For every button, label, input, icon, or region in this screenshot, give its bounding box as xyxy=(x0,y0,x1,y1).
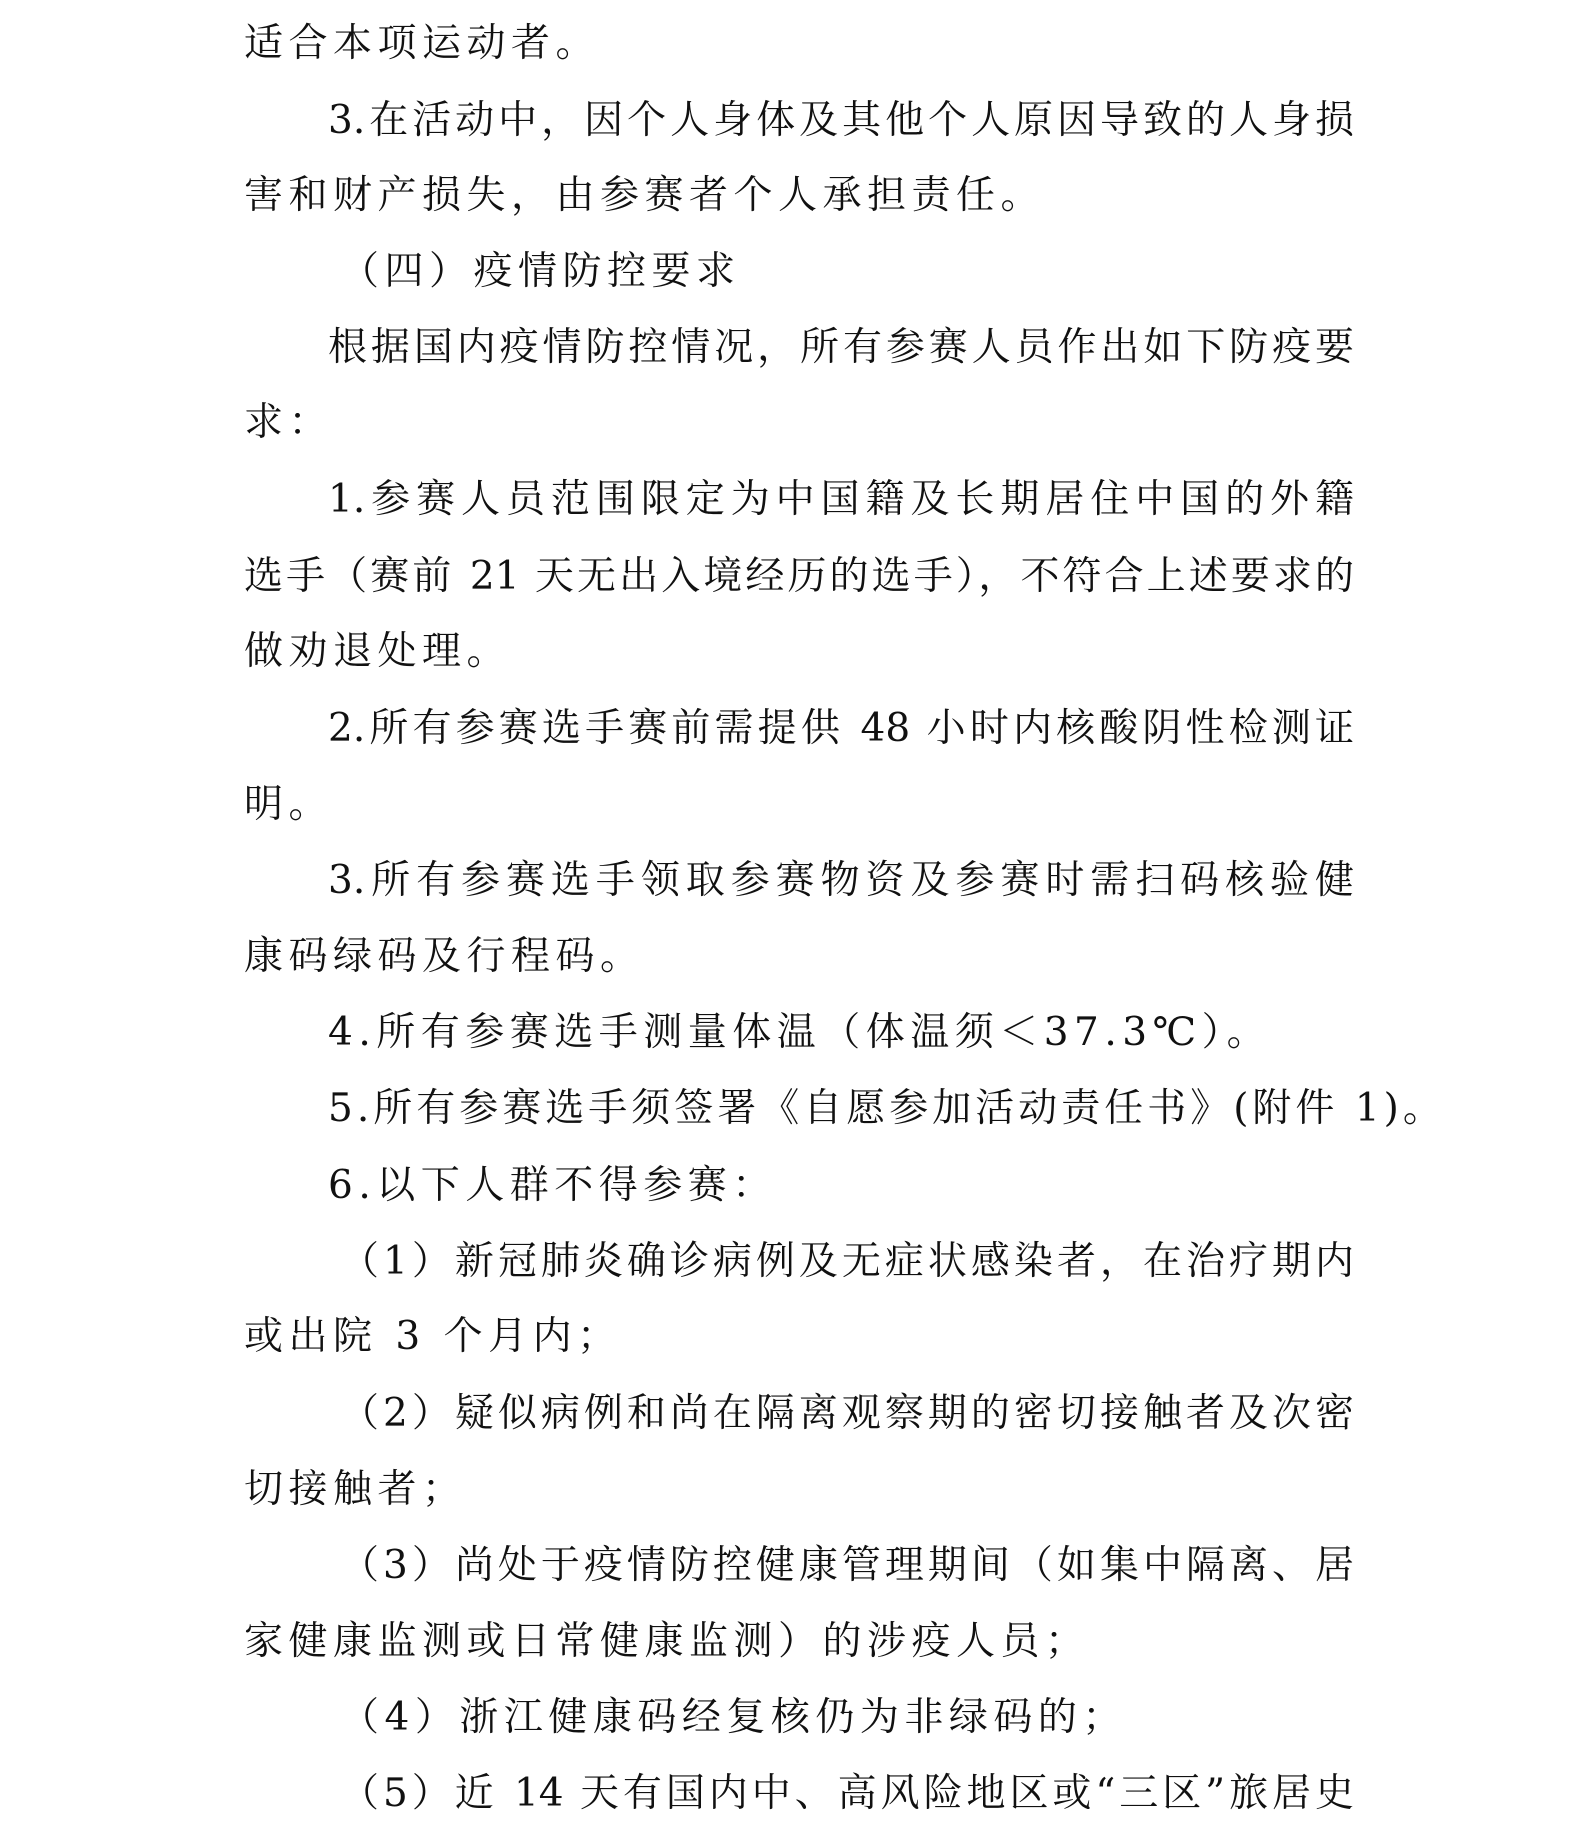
paragraph-line: 2.所有参赛选手赛前需提供 48 小时内核酸阴性检测证 xyxy=(328,706,1354,751)
paragraph-line: 选手（赛前 21 天无出入境经历的选手），不符合上述要求的 xyxy=(244,554,1354,599)
paragraph-line: （2）疑似病例和尚在隔离观察期的密切接触者及次密 xyxy=(340,1391,1354,1436)
paragraph-line: 做劝退处理。 xyxy=(244,629,512,674)
paragraph-line: （4）浙江健康码经复核仍为非绿码的； xyxy=(340,1695,1127,1740)
paragraph-line: （1）新冠肺炎确诊病例及无症状感染者，在治疗期内 xyxy=(340,1239,1354,1284)
paragraph-line: 切接触者； xyxy=(244,1467,467,1512)
paragraph-line: 明。 xyxy=(244,782,334,827)
section-heading: （四）疫情防控要求 xyxy=(340,249,741,294)
paragraph-line: 3.在活动中，因个人身体及其他个人原因导致的人身损 xyxy=(328,98,1354,143)
paragraph-line: 适合本项运动者。 xyxy=(244,21,601,66)
paragraph-line: 家健康监测或日常健康监测）的涉疫人员； xyxy=(244,1619,1090,1664)
paragraph-line: 求： xyxy=(244,400,334,445)
paragraph-line: 4.所有参赛选手测量体温（体温须＜37.3℃）。 xyxy=(328,1010,1272,1055)
paragraph-line: 根据国内疫情防控情况，所有参赛人员作出如下防疫要 xyxy=(328,325,1354,370)
paragraph-line: 5.所有参赛选手须签署《自愿参加活动责任书》(附件 1)。 xyxy=(328,1086,1446,1131)
paragraph-line: （5）近 14 天有国内中、高风险地区或“三区”旅居史 xyxy=(340,1771,1354,1816)
paragraph-line: 6.以下人群不得参赛： xyxy=(328,1163,777,1208)
paragraph-line: 害和财产损失，由参赛者个人承担责任。 xyxy=(244,173,1046,218)
paragraph-line: 1.参赛人员范围限定为中国籍及长期居住中国的外籍 xyxy=(328,477,1354,522)
paragraph-line: 康码绿码及行程码。 xyxy=(244,934,645,979)
paragraph-line: （3）尚处于疫情防控健康管理期间（如集中隔离、居 xyxy=(340,1543,1354,1588)
paragraph-line: 或出院 3 个月内； xyxy=(244,1314,622,1359)
paragraph-line: 3.所有参赛选手领取参赛物资及参赛时需扫码核验健 xyxy=(328,858,1354,903)
